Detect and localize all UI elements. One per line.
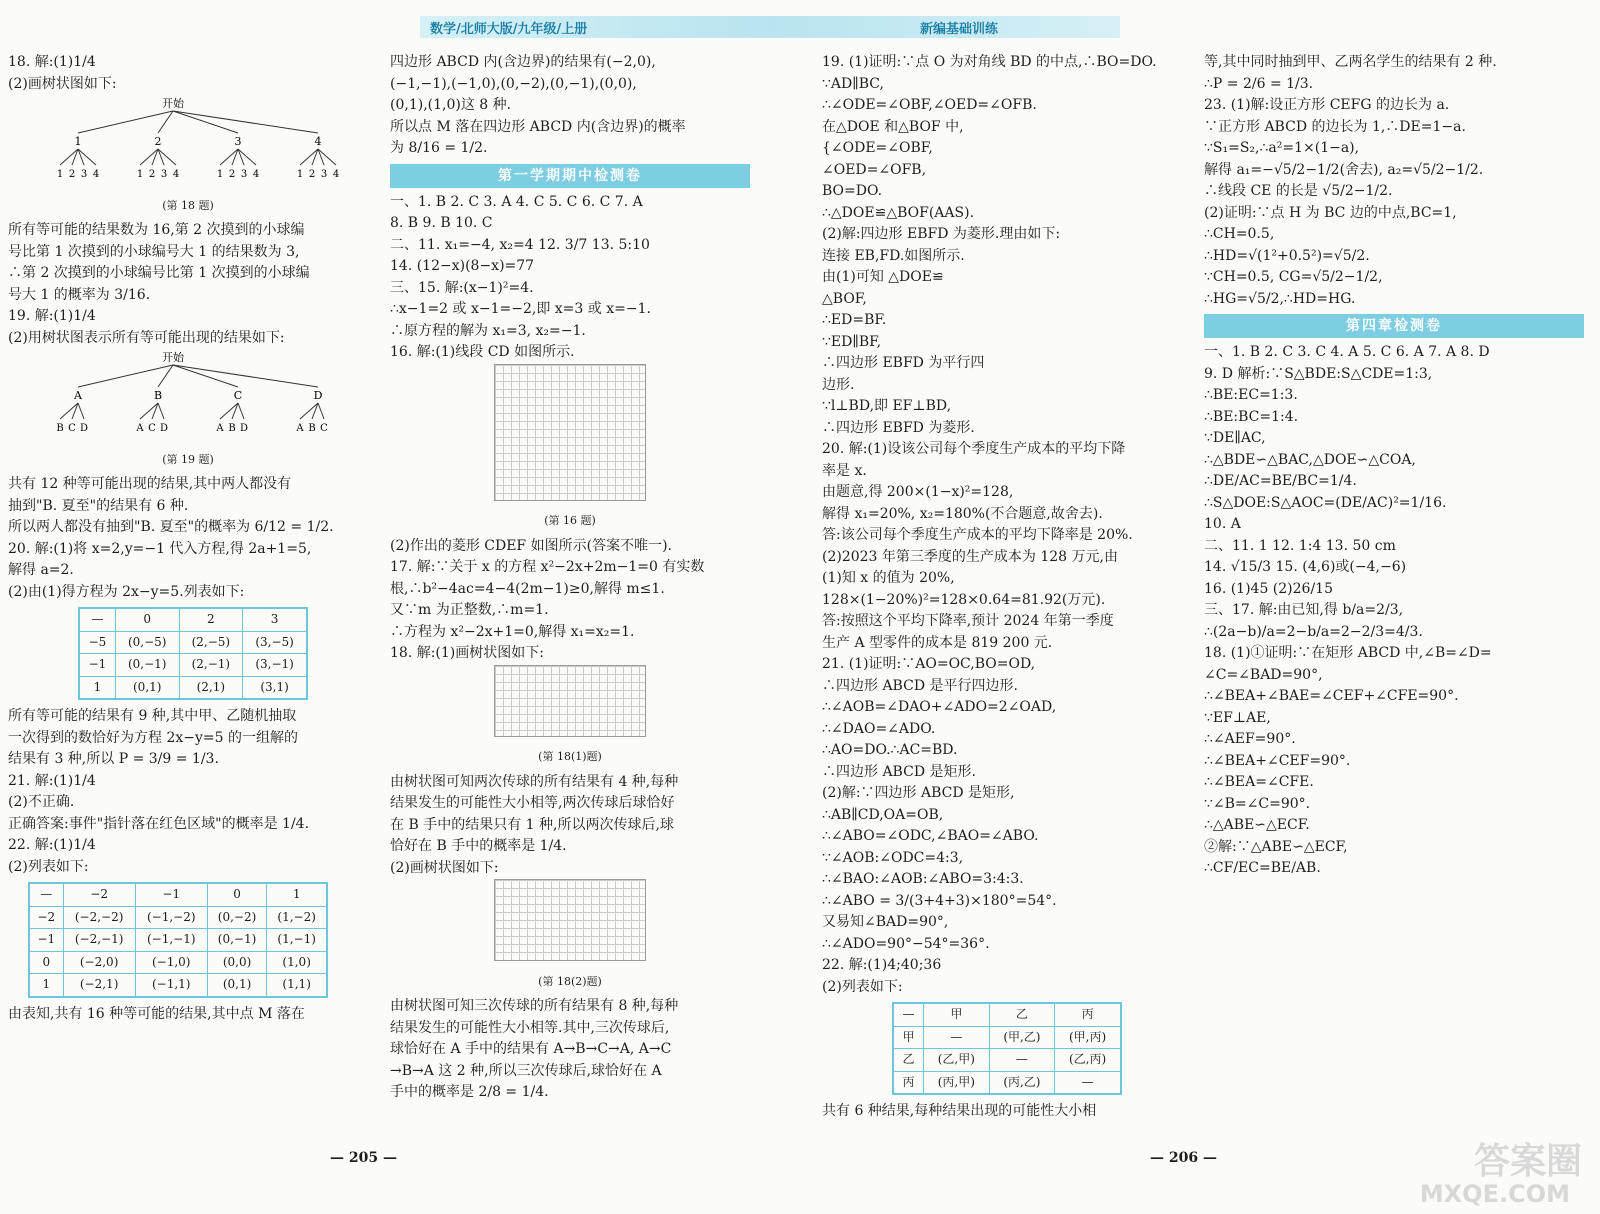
text-line: ∴DE/AC=BE/BC=1/4. <box>1204 473 1357 489</box>
text-line: ∴AB∥CD,OA=OB, <box>822 806 944 823</box>
tree-leaf: A <box>216 423 224 434</box>
tree-branch <box>78 111 173 133</box>
text-line: 边形. <box>822 376 855 393</box>
table-cell: (0,−1) <box>207 929 267 952</box>
table-cell: (0,1) <box>207 974 267 997</box>
text-line: 在 B 手中的结果只有 1 种,所以两次传球后,球 <box>390 816 674 833</box>
text-line: ∴四边形 ABCD 是平行四边形. <box>822 677 1018 694</box>
tree-branch <box>173 111 238 133</box>
text-line: 球恰好在 A 手中的结果有 A→B→C→A, A→C <box>390 1041 672 1057</box>
table-cell: (乙,甲) <box>924 1049 990 1072</box>
text-line: ∠C=∠BAD=90°, <box>1204 666 1323 683</box>
table-cell: (−2,0) <box>63 951 135 974</box>
table-cell: (−2,−1) <box>63 929 135 952</box>
tree-node: 1 <box>74 135 82 148</box>
text-line: 答:按照这个平均下降率,预计 2024 年第一季度 <box>822 613 1114 629</box>
tree-leaf: B <box>308 423 316 434</box>
text-line: 答:该公司每个季度生产成本的平均下降率是 20%. <box>822 527 1133 543</box>
text-line: 二、11. x₁=−4, x₂=4 12. 3/7 13. 5:10 <box>390 236 650 253</box>
text-line: ∵S₁=S₂,∴a²=1×(1−a), <box>1204 140 1360 156</box>
text-line: 三、17. 解:由已知,得 b/a=2/3, <box>1204 602 1404 618</box>
tree-leaf: C <box>68 423 76 434</box>
table-cell: 0 <box>115 608 179 631</box>
text-line: (2)列表如下: <box>8 858 89 875</box>
table-cell: 乙 <box>989 1003 1055 1026</box>
text-line: ∴BE:EC=1:3. <box>1204 387 1298 403</box>
text-line: 号比第 1 次摸到的小球编号大 1 的结果数为 3, <box>8 243 300 260</box>
text-line: 所有等可能的结果数为 16,第 2 次摸到的小球编 <box>8 222 305 238</box>
text-line: ∴∠AOB=∠DAO+∠ADO=2∠OAD, <box>822 699 1057 715</box>
text-line: ∴四边形 ABCD 是矩形. <box>822 763 976 780</box>
table-cell: (0,−2) <box>207 906 267 929</box>
text-line: (2)解:∵四边形 ABCD 是矩形, <box>822 785 1015 801</box>
table-cell: (0,0) <box>207 951 267 974</box>
tree-leaf: 4 <box>172 169 180 180</box>
tree-leaf: 2 <box>68 169 76 180</box>
text-line: (2)画树状图如下: <box>8 75 117 92</box>
text-line: 抽到"B. 夏至"的结果有 6 种. <box>8 497 189 514</box>
text-line: 16. 解:(1)线段 CD 如图所示. <box>390 344 575 360</box>
column-1 <box>8 52 368 1025</box>
table-cell: (3,−5) <box>243 631 307 654</box>
table-cell: 1 <box>29 974 63 997</box>
table-cell: (0,−5) <box>115 631 179 654</box>
figure-caption: (第 18(1)题) <box>538 750 602 763</box>
tree-leaf: 4 <box>252 169 260 180</box>
text-line: 率是 x. <box>822 462 867 479</box>
text-line: 结果发生的可能性大小相等.其中,三次传球后, <box>390 1019 670 1036</box>
table-cell: 0 <box>29 951 63 974</box>
text-line: ∴∠ADO=90°−54°=36°. <box>822 935 990 952</box>
text-line: (2)证明:∵点 H 为 BC 边的中点,BC=1, <box>1204 204 1457 221</box>
text-line: ∴∠ABO=∠ODC,∠BAO=∠ABO. <box>822 828 1039 844</box>
table-cell: (乙,丙) <box>1055 1049 1121 1072</box>
table-cell: — <box>924 1026 990 1049</box>
tree-node: C <box>233 389 243 402</box>
tree-diagram <box>8 95 338 185</box>
table-cell: (2,−5) <box>179 631 243 654</box>
tree-leaf: 3 <box>160 169 168 180</box>
table-row <box>29 929 327 952</box>
text-line: 所以点 M 落在四边形 ABCD 内(含边界)的概率 <box>390 118 686 135</box>
table-cell: 3 <box>243 608 307 631</box>
text-line: ∵ED∥BF, <box>822 333 882 350</box>
table-cell: (3,−1) <box>243 654 307 677</box>
tree-leaf: D <box>79 423 89 434</box>
figure-caption: (第 16 题) <box>544 514 596 527</box>
text-line: 共有 12 种等可能出现的结果,其中两人都没有 <box>8 476 292 492</box>
page-number-right: — 206 — <box>1150 1150 1217 1166</box>
text-line: 解得 x₁=20%, x₂=180%(不合题意,故舍去). <box>822 505 1103 522</box>
tree-node: 2 <box>154 135 162 148</box>
text-line: ∴CH=0.5, <box>1204 226 1275 242</box>
column-3 <box>822 52 1182 1123</box>
text-line: (2)作出的菱形 CDEF 如图所示(答案不唯一). <box>390 537 672 554</box>
header-right: 新编基础训练 <box>920 22 999 37</box>
table-cell: −1 <box>79 654 115 677</box>
text-line: 19. (1)证明:∵点 O 为对角线 BD 的中点,∴BO=DO. <box>822 54 1157 70</box>
tree-leaf: 2 <box>308 169 316 180</box>
tree-leaf: 1 <box>56 169 64 180</box>
tree-leaf: 2 <box>228 169 236 180</box>
text-line: 一、1. B 2. C 3. C 4. A 5. C 6. A 7. A 8. D <box>1204 344 1490 360</box>
text-line: 一、1. B 2. C 3. A 4. C 5. C 6. C 7. A <box>390 193 643 210</box>
tree-root: 开始 <box>162 351 184 364</box>
tree-leaf: B <box>56 423 64 434</box>
text-line: 23. (1)解:设正方形 CEFG 的边长为 a. <box>1204 97 1450 113</box>
text-line: 21. 解:(1)1/4 <box>8 772 96 789</box>
text-line: 由树状图可知三次传球的所有结果有 8 种,每种 <box>390 998 679 1014</box>
table-20 <box>78 607 308 700</box>
table-cell: — <box>893 1003 924 1026</box>
table-22 <box>28 882 328 998</box>
text-line: 解得 a₁=−√5/2−1/2(舍去), a₂=√5/2−1/2. <box>1204 161 1484 178</box>
text-line: ∵EF⊥AE, <box>1204 709 1271 726</box>
table-cell: (−2,−2) <box>63 906 135 929</box>
table-cell: (2,1) <box>179 676 243 699</box>
text-line: (2)解:四边形 EBFD 为菱形.理由如下: <box>822 226 1061 242</box>
tree-leaf: 4 <box>332 169 340 180</box>
text-line: 9. D 解析:∵S△BDE:S△CDE=1:3, <box>1204 365 1433 382</box>
table-cell: (2,−1) <box>179 654 243 677</box>
text-line: 三、15. 解:(x−1)²=4. <box>390 279 534 296</box>
table-row <box>893 1003 1121 1026</box>
table-cell: (丙,乙) <box>989 1071 1055 1094</box>
watermark-url: MXQE.COM <box>1419 1180 1570 1208</box>
text-line: ∴∠ABO = 3/(3+4+3)×180°=54°. <box>822 892 1057 909</box>
figure-image <box>494 364 646 501</box>
text-line: ∴方程为 x²−2x+1=0,解得 x₁=x₂=1. <box>390 623 635 640</box>
table-cell: 乙 <box>893 1049 924 1072</box>
text-line: ∴∠AEF=90°. <box>1204 731 1296 747</box>
tree-branch <box>158 403 164 419</box>
text-line: 20. 解:(1)将 x=2,y=−1 代入方程,得 2a+1=5, <box>8 540 312 557</box>
text-line: 所以两人都没有抽到"B. 夏至"的概率为 6/12 = 1/2. <box>8 519 334 535</box>
table-cell: −2 <box>63 883 135 906</box>
text-line: 17. 解:∵关于 x 的方程 x²−2x+2m−1=0 有实数 <box>390 559 705 575</box>
tree-leaf: 3 <box>240 169 248 180</box>
section-title: 第一学期期中检测卷 <box>390 164 750 188</box>
text-line: (2)用树状图表示所有等可能出现的结果如下: <box>8 329 285 346</box>
tree-leaf: 1 <box>136 169 144 180</box>
page-header <box>420 16 1120 38</box>
table-cell: (−1,−2) <box>135 906 207 929</box>
table-cell: 2 <box>179 608 243 631</box>
table-cell: (甲,乙) <box>989 1026 1055 1049</box>
text-line: ∴∠BEA+∠BAE=∠CEF+∠CFE=90°. <box>1204 688 1459 704</box>
table-row <box>29 906 327 929</box>
text-line: ∴x−1=2 或 x−1=−2,即 x=3 或 x=−1. <box>390 301 651 317</box>
text-line: 正确答案:事件"指针落在红色区域"的概率是 1/4. <box>8 815 310 832</box>
text-line: ∴∠BEA=∠CFE. <box>1204 774 1314 790</box>
text-line: ∴S△DOE:S△AOC=(DE/AC)²=1/16. <box>1204 494 1447 511</box>
text-line: 由题意,得 200×(1−x)²=128, <box>822 484 1014 500</box>
table-cell: (1,1) <box>267 974 327 997</box>
text-line: ∴HG=√5/2,∴HD=HG. <box>1204 290 1356 307</box>
text-line: 解得 a=2. <box>8 562 74 578</box>
text-line: 由树状图可知两次传球的所有结果有 4 种,每种 <box>390 773 679 790</box>
table-row <box>79 631 307 654</box>
figure-19-tree <box>8 349 368 470</box>
figure-image <box>494 665 646 737</box>
tree-leaf: B <box>228 423 236 434</box>
text-line: 18. (1)①证明:∵在矩形 ABCD 中,∠B=∠D= <box>1204 645 1492 661</box>
table-cell: (1,−1) <box>267 929 327 952</box>
text-line: 21. (1)证明:∵AO=OC,BO=OD, <box>822 656 1036 672</box>
text-line: ∴四边形 EBFD 为平行四 <box>822 355 985 371</box>
figure-image <box>494 879 646 961</box>
table-cell: 甲 <box>893 1026 924 1049</box>
text-line: 10. A <box>1204 516 1241 532</box>
text-line: 128×(1−20%)²=128×0.64=81.92(万元). <box>822 591 1106 608</box>
tree-branch <box>173 365 238 387</box>
table-cell: (甲,丙) <box>1055 1026 1121 1049</box>
text-line: (2)画树状图如下: <box>390 859 499 876</box>
text-line: 结果有 3 种,所以 P = 3/9 = 1/3. <box>8 751 219 767</box>
figure-caption: (第 18 题) <box>162 198 214 212</box>
tree-leaf: D <box>159 423 169 434</box>
text-line: 14. (12−x)(8−x)=77 <box>390 258 535 274</box>
text-line: ∴△ABE∽△ECF. <box>1204 817 1310 833</box>
column-4 <box>1204 52 1584 880</box>
tree-leaf: 1 <box>216 169 224 180</box>
text-line: ∴四边形 EBFD 为菱形. <box>822 419 975 436</box>
table-cell: (−1,0) <box>135 951 207 974</box>
text-line: 为 8/16 = 1/2. <box>390 140 488 156</box>
tree-node: 4 <box>314 135 322 148</box>
table-cell: — <box>1055 1071 1121 1094</box>
tree-leaf: C <box>320 423 328 434</box>
text-line: 所有等可能的结果有 9 种,其中甲、乙随机抽取 <box>8 708 297 724</box>
table-row <box>29 974 327 997</box>
text-line: 一次得到的数恰好为方程 2x−y=5 的一组解的 <box>8 729 298 746</box>
text-line: ②解:∵△ABE∽△ECF, <box>1204 838 1348 855</box>
page-number-left: — 205 — <box>330 1150 397 1166</box>
text-line: 在△DOE 和△BOF 中, <box>822 118 964 135</box>
text-line: 二、11. 1 12. 1:4 13. 50 cm <box>1204 537 1396 554</box>
table-cell: (−1,1) <box>135 974 207 997</box>
figure-18-1-tree <box>390 665 750 768</box>
table-cell: −1 <box>29 929 63 952</box>
text-line: ∴原方程的解为 x₁=3, x₂=−1. <box>390 322 586 339</box>
text-line: 号大 1 的概率为 3/16. <box>8 286 151 303</box>
table-row <box>893 1071 1121 1094</box>
text-line: ∵DE∥AC, <box>1204 430 1266 446</box>
text-line: ∴∠ODE=∠OBF,∠OED=∠OFB. <box>822 97 1037 113</box>
text-line: 8. B 9. B 10. C <box>390 215 493 231</box>
text-line: ∵l⊥BD,即 EF⊥BD, <box>822 398 952 414</box>
table-cell: — <box>989 1049 1055 1072</box>
text-line: 等,其中同时抽到甲、乙两名学生的结果有 2 种. <box>1204 54 1497 70</box>
text-line: ∵∠AOB:∠ODC=4:3, <box>822 849 964 866</box>
tree-branch <box>238 403 244 419</box>
text-line: (2)列表如下: <box>822 978 903 995</box>
table-row <box>893 1049 1121 1072</box>
text-line: 16. (1)45 (2)26/15 <box>1204 580 1333 597</box>
text-line: ∵∠B=∠C=90°. <box>1204 795 1311 812</box>
text-line: (2)不正确. <box>8 794 75 810</box>
table-cell: 1 <box>79 676 115 699</box>
text-line: ∴CF/EC=BE/AB. <box>1204 860 1321 876</box>
text-line: ∴线段 CE 的长是 √5/2−1/2. <box>1204 183 1393 199</box>
table-cell: (丙,甲) <box>924 1071 990 1094</box>
text-line: 又∵m 为正整数,∴m=1. <box>390 602 549 618</box>
figure-caption: (第 18(2)题) <box>538 974 602 988</box>
table-row <box>893 1026 1121 1049</box>
tree-branch <box>173 111 318 133</box>
tree-leaf: C <box>148 423 156 434</box>
text-line: 19. 解:(1)1/4 <box>8 308 96 324</box>
figure-18-tree <box>8 95 368 216</box>
text-line: ∵AD∥BC, <box>822 75 884 92</box>
figure-18-2-tree <box>390 879 750 992</box>
text-line: 根,∴b²−4ac=4−4(2m−1)≥0,解得 m≤1. <box>390 580 665 597</box>
tree-branch <box>173 365 318 387</box>
text-line: ∴AO=DO.∴AC=BD. <box>822 742 958 758</box>
tree-leaf: A <box>136 423 144 434</box>
table-cell: 丙 <box>893 1071 924 1094</box>
text-line: ∴(2a−b)/a=2−b/a=2−2/3=4/3. <box>1204 623 1423 640</box>
tree-leaf: 4 <box>92 169 100 180</box>
table-cell: 丙 <box>1055 1003 1121 1026</box>
text-line: ∴∠DAO=∠ADO. <box>822 720 936 737</box>
text-line: ∴HD=√(1²+0.5²)=√5/2. <box>1204 247 1370 264</box>
text-line: ∴△BDE∽△BAC,△DOE∽△COA, <box>1204 451 1416 468</box>
text-line: ∵正方形 ABCD 的边长为 1,∴DE=1−a. <box>1204 118 1466 135</box>
table-cell: (−2,1) <box>63 974 135 997</box>
text-line: 14. √15/3 15. (4,6)或(−4,−6) <box>1204 559 1407 575</box>
text-line: 恰好在 B 手中的概率是 1/4. <box>390 838 567 854</box>
text-line: 18. 解:(1)1/4 <box>8 54 96 70</box>
table-row <box>29 883 327 906</box>
table-cell: −5 <box>79 631 115 654</box>
text-line: 又易知∠BAD=90°, <box>822 914 949 930</box>
text-line: →B→A 这 2 种,所以三次传球后,球恰好在 A <box>390 1062 662 1079</box>
text-line: 手中的概率是 2/8 = 1/4. <box>390 1084 549 1100</box>
text-line: (2)2023 年第三季度的生产成本为 128 万元,由 <box>822 548 1118 565</box>
text-line: 22. 解:(1)4;40;36 <box>822 957 942 973</box>
tree-branch <box>318 403 324 419</box>
column-2 <box>390 52 750 1104</box>
tree-node: 3 <box>234 135 242 148</box>
text-line: 连接 EB,FD.如图所示. <box>822 247 965 264</box>
text-line: ∴∠BAO:∠AOB:∠ABO=3:4:3. <box>822 871 1024 887</box>
tree-leaf: D <box>239 423 249 434</box>
tree-leaf: 2 <box>148 169 156 180</box>
table-cell: (1,0) <box>267 951 327 974</box>
table-cell: 甲 <box>924 1003 990 1026</box>
table-cell: −1 <box>135 883 207 906</box>
table-cell: (−1,−1) <box>135 929 207 952</box>
table-cell: −2 <box>29 906 63 929</box>
text-line: 共有 6 种结果,每种结果出现的可能性大小相 <box>822 1103 1097 1119</box>
text-line: ∴第 2 次摸到的小球编号比第 1 次摸到的小球编 <box>8 265 310 281</box>
table-row <box>29 951 327 974</box>
figure-16-grid <box>390 364 750 532</box>
text-line: 18. 解:(1)画树状图如下: <box>390 645 544 661</box>
text-line: 20. 解:(1)设该公司每个季度生产成本的平均下降 <box>822 441 1126 457</box>
text-line: 由表知,共有 16 种等可能的结果,其中点 M 落在 <box>8 1005 305 1022</box>
tree-leaf: 1 <box>296 169 304 180</box>
table-row <box>79 654 307 677</box>
table-cell: — <box>29 883 63 906</box>
text-line: 生产 A 型零件的成本是 819 200 元. <box>822 634 1053 651</box>
table-cell: 1 <box>267 883 327 906</box>
text-line: BO=DO. <box>822 183 883 199</box>
table-row <box>79 676 307 699</box>
text-line: (2)由(1)得方程为 2x−y=5.列表如下: <box>8 583 245 600</box>
text-line: ∴∠BEA+∠CEF=90°. <box>1204 752 1351 769</box>
text-line: (1)知 x 的值为 20%, <box>822 570 955 586</box>
tree-diagram <box>8 349 338 439</box>
tree-node: B <box>153 389 163 402</box>
header-left: 数学/北师大版/九年级/上册 <box>430 22 588 37</box>
table-row <box>79 608 307 631</box>
section-title: 第四章检测卷 <box>1204 314 1584 338</box>
tree-leaf: A <box>296 423 304 434</box>
table-cell: — <box>79 608 115 631</box>
text-line: (0,1),(1,0)这 8 种. <box>390 97 512 113</box>
text-line: 四边形 ABCD 内(含边界)的结果有(−2,0), <box>390 54 656 70</box>
text-line: △BOF, <box>822 290 867 307</box>
text-line: ∴△DOE≌△BOF(AAS). <box>822 204 975 221</box>
table-cell: (3,1) <box>243 676 307 699</box>
tree-node: D <box>313 389 323 402</box>
text-line: ∴ED=BF. <box>822 312 887 328</box>
text-line: 22. 解:(1)1/4 <box>8 837 96 853</box>
tree-node: A <box>74 389 82 402</box>
tree-leaf: 3 <box>80 169 88 180</box>
tree-root: 开始 <box>162 97 184 110</box>
tree-branch <box>78 365 173 387</box>
watermark-logo: 答案圈 <box>1473 1141 1582 1182</box>
text-line: (−1,−1),(−1,0),(0,−2),(0,−1),(0,0), <box>390 75 637 92</box>
text-line: {∠ODE=∠OBF, <box>822 140 933 156</box>
table-22b <box>892 1002 1122 1095</box>
figure-caption: (第 19 题) <box>162 452 214 466</box>
table-cell: (0,1) <box>115 676 179 699</box>
tree-branch <box>78 403 84 419</box>
text-line: 结果发生的可能性大小相等,两次传球后球恰好 <box>390 795 675 811</box>
table-cell: (1,−2) <box>267 906 327 929</box>
text-line: 由(1)可知 △DOE≌ <box>822 269 944 285</box>
text-line: ∴BE:BC=1:4. <box>1204 408 1299 425</box>
text-line: ∵CH=0.5, CG=√5/2−1/2, <box>1204 269 1383 285</box>
text-line: ∴P = 2/6 = 1/3. <box>1204 75 1314 92</box>
table-cell: 0 <box>207 883 267 906</box>
tree-leaf: 3 <box>320 169 328 180</box>
text-line: ∠OED=∠OFB, <box>822 161 927 178</box>
table-cell: (0,−1) <box>115 654 179 677</box>
